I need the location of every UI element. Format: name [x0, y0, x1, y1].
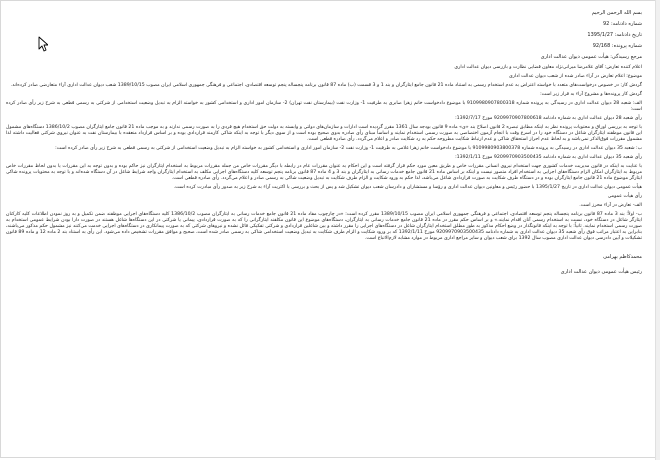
paragraph: با توجه به بررسی اوراق و محتویات پرونده نظر به اینکه مطابق تبصره 2 قانون اصلاح بند «ی» ماده 9 قانون بودجه سال 1361 مقرر گردیده است ادارات و سازمان‌های دولتی و وابسته به دولت حق استخدام هیچ فردی را به صورت رسمی ندارند و به موجب ماده 21 قانون جامع ایثارگران مصوب 1386/10/2 دستگاه‌های مشمول این قانون موظفند ایثارگران شاغل در دستگاه خود را در اسرع وقت با انجام آزمون اختصاصی به صورت رسمی استخدام نمایند و اساساً مبنای رأی صادره بدوی صحیح بوده است و از سوی دیگر با توجه به اینکه شاکی کارمند قراردادی بوده و بر اساس قرارداد منعقده با بیمارستان نفت به عنوان نیروی شرکتی فعالیت داشته لذا مشمول مقررات فوق‌الذکر نمی‌باشد و به لحاظ عدم احراز استحقاق شاکی و عدم ارتباط شکایت مطروحه حکم به رد شکایت صادر و اعلام می‌گردد. رأی صادره قطعی است. [6, 125, 643, 142]
paragraph: با عنایت به اینکه در قانون مدیریت خدمات کشوری جهت استخدام نیروی انسانی مقررات خاص و طریق معین مورد حکم قرار گرفته است و این احکام به عنوان مقررات عام در رابطه با دیگر مقررات خاص من جمله مقررات مربوط به استخدام ایثارگران نیز حاکم بوده و بدون توجه به این مقررات یا بدون لحاظ مقررات خاص مربوط به ایثارگران امکان الزام دستگاه‌های اجرایی به استخدام افراد متصور نیست و اینکه بر اساس ماده 21 قانون جامع خدمات رسانی به ایثارگران و بند 3 و 4 ماده 87 قانون برنامه پنجم توسعه کلیه دستگاه‌های اجرایی مکلف به استخدام ایثارگران واجد شرایط شاغل در آن دستگاه شده‌اند و با توجه به محتویات پرونده شاکی ایثارگر موضوع ماده 21 قانون جامع ایثارگران بوده و در دستگاه طرف شکایت به صورت قراردادی شاغل می‌باشد، لذا حکم به ورود شکایت و الزام طرف شکایت به تبدیل وضعیت شاکی به رسمی صادر و اعلام می‌گردد. رأی صادره قطعی است. [6, 164, 642, 181]
verdict-number: شماره دادنامه: 92 [603, 21, 642, 27]
signatory-name: محمدکاظم بهرامی [603, 254, 642, 260]
document-body [6, 10, 642, 284]
reference-authority: مرجع رسیدگی: هیأت عمومی دیوان عدالت اداری [540, 54, 642, 60]
paragraph: الف- تعارض در آراء محرز است. [579, 203, 642, 208]
paragraph: موضوع: اعلام تعارض در آراء صادر شده از شعب دیوان عدالت اداری [509, 74, 642, 79]
section-heading: رأی هیأت عمومی [607, 194, 642, 199]
paragraph: هیأت عمومی دیوان عدالت اداری در تاریخ 1395/1/27 با حضور رئیس و معاونین دیوان عدالت اداری و رؤسا و مستشاران و دادرسان شعب دیوان تشکیل شد و پس از بحث و بررسی با اکثریت آراء به شرح زیر به صدور رأی مبادرت کرده است. [173, 185, 642, 190]
paragraph: ب- اولاً: بند 3 ماده 87 قانون برنامه پنجساله پنجم توسعه اقتصادی، اجتماعی و فرهنگی جمهوری اسلامی ایران مصوب 1389/10/15 مقرر کرده است: «در چارچوب مفاد ماده 21 قانون جامع خدمات رسانی به ایثارگران مصوب 1386/10/2 کلیه دستگاه‌های اجرایی موظفند ضمن تکمیل و به روز نمودن اطلاعات کلیه کارکنان ایثارگر شاغل در دستگاه خود، نسبت به استخدام رسمی آنان اقدام نمایند.» و بر اساس حکم مقرر در ماده 21 قانون جامع خدمات رسانی به ایثارگران، دستگاه‌های موضوع این قانون مکلفند ایثارگرانی را که به صورت قراردادی، پیمانی یا شرکتی در این دستگاه‌ها شاغل هستند در صورت دارا بودن شرایط عمومی استخدام به صورت رسمی استخدام نمایند. ثانیاً: با توجه به اینکه قانونگذار در وضع احکام مذکور به طور مطلق استخدام ایثارگران شاغل در دستگاه‌های اجرایی را مقرر داشته و بین شاغلین قراردادی و شرکتی تفکیکی قائل نشده و نیروهای شرکتی که به صورت پیمانکاری در دستگاه‌های اجرایی خدمت می‌کنند نیز مشمول حکم مذکور می‌باشند، بنابراین به اعتبار مراتب فوق رأی شعبه 35 دیوان عدالت اداری به شماره دادنامه 9209970903500435 مورخ 1392/1/11 که بر ورود شکایت و الزام طرف شکایت به تبدیل وضعیت استخدامی شاکی به رسمی صادر شده است، صحیح و موافق مقررات تشخیص داده می‌شود. این رأی به استناد بند 2 ماده 12 و ماده 89 قانون تشکیلات و آیین دادرسی دیوان عدالت اداری مصوب سال 1392 برای شعب دیوان و سایر مراجع اداری مربوط در موارد مشابه لازم‌الاتباع است. [6, 212, 643, 241]
paragraph: گردش کار: در خصوص درخواست‌های متعدد با خواسته اعتراض به عدم استخدام رسمی به استناد ماده 21 قانون جامع ایثارگران و بند 1 و 3 قسمت (ب) ماده 87 قانون برنامه پنجساله پنجم توسعه اقتصادی، اجتماعی و فرهنگی جمهوری اسلامی ایران مصوب 1389/10/15 شعب دیوان عدالت اداری آراء متعارضی صادر کرده‌اند. [10, 83, 642, 88]
verdict-date: تاریخ دادنامه: 1395/1/27 [587, 32, 642, 38]
signatory-title: رئیس هیأت عمومی دیوان عدالت اداری [560, 269, 642, 275]
bismillah-line: بسم الله الرحمن الرحیم [591, 10, 642, 16]
paragraph: گردش کار پرونده‌ها و مشروح آراء به قرار زیر است: [540, 92, 642, 97]
paragraph: ب: شعبه 35 دیوان عدالت اداری در رسیدگی به پرونده شماره 9109980903800378 با موضوع دادخواست خانم زهرا غلامی به طرفیت 1- وزارت نفت 2- سازمان امور اداری و استخدامی کشور به خواسته الزام به تبدیل وضعیت استخدامی از شرکتی به رسمی قطعی به شرح زیر رأی صادر کرده است: [55, 146, 642, 151]
paragraph: الف: شعبه 28 دیوان عدالت اداری در رسیدگی به پرونده شماره 9109980907800318 با موضوع دادخواست خانم زهرا صابری به طرفیت 1- وزارت نفت (بیمارستان نفت تهران) 2- سازمان امور اداری و استخدامی کشور به خواسته الزام به تبدیل وضعیت استخدامی از شرکتی به رسمی قطعی به شرح زیر رأی صادر کرده است: [6, 101, 642, 112]
case-number: شماره پرونده: 92/168 [592, 43, 642, 49]
paragraph: اعلام کننده تعارض: آقای غلامرضا میرانی‌نژاد معاون قضایی نظارت و بازرسی دیوان عدالت اداری [454, 65, 642, 70]
document-header [6, 10, 642, 60]
paragraph: رأی شعبه 35 دیوان عدالت اداری به شماره دادنامه 9209970903500435 مورخ 1392/1/11: [455, 155, 642, 160]
signature-block [6, 254, 642, 275]
paragraph: رأی شعبه 28 دیوان عدالت اداری به شماره دادنامه 9209970907800618 مورخ 1392/7/17: [455, 116, 642, 121]
vertical-scrollbar[interactable] [655, 0, 660, 460]
